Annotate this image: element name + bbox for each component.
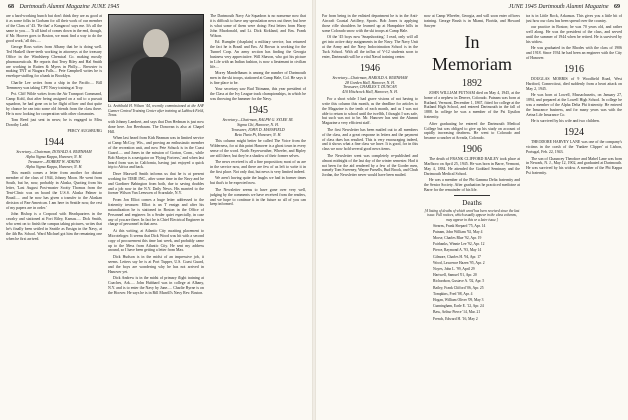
paragraph: After graduating he entered the Dartmouth Medical College but was obliged to give up his study on account of rapidly increasing deafness. He went to Colorado and became a rancher at Arvada, Colorado. (424, 121, 520, 141)
left-page (0, 0, 312, 420)
class-treasurer-address: Alpha Sigma Kappa, Hanover, N. H. (25, 165, 83, 170)
death-entry: Bass, Arthur Pierce '14, Mar. 21 (433, 310, 481, 315)
paragraph: This column might better be called The Voice from the Wilderness, for at this point Hanover is a ghost town in every sense of the word. North Fayerweather, Wheeler, and Ripley are still there, but they're a shadow of their former selves. (210, 139, 306, 158)
paragraph: Pvt. Cliff Wilde writes from the Air Transport Command, Camp Kohl, that after being assigned on a rail to a pursuit squadron, he had gone on to be flight officer and that quite by chance he ran into some old friends from the class there. He is now looking for cooperation with other classmates. (6, 92, 102, 116)
paragraph: The news received is all a fine proposition; most of us are in the service now, and there are few of us left to write it in the first place. Not only that, but news is very limited indeed. (210, 160, 306, 174)
paragraph: The Dartmouth Navy Air Squadron is no nonsense now that it is difficult to have any speculation news out there; but here is what some of them were doing: Fast letters from Harry John Macdonald, and Lt. Dick Kirkland, and Ens. Frank Wilson. (210, 14, 306, 38)
paragraph: Dave Maxwell Smith informs us that he is at present working for TIME INC., after some time in the Navy and he and Gardiner Babington from both, due to saving doubles and a job now in the N.Y. Daily News. His married to the former Wilson Van Leeuwen of Scarsdale, N.Y. (108, 171, 204, 196)
class-year-heading: 1906 (462, 144, 482, 156)
in-memoriam-title: In Memoriam (432, 31, 512, 74)
paragraph: now at Camp Wheeler, Georgia, and will soon enter officers training. George Brush is in Miami, Florida, and Howard Sawyer (424, 14, 520, 28)
paragraph: The son of Chauncey Theodore and Mabel Lane was born in Newark, N. J., May 12, 1902, and graduated at Dartmouth. He was survived by his widow. A member of the Phi Kappa Psi fraternity. (526, 156, 622, 176)
paragraph: Ed. Rumpler (chaplain) a military service, has returned the fact he is Brazil and Ens. Al Brown is working for the Tunnel Corp. An army section has finding the Georgia business very appreciative. Will Shavon, who got his picture in Life with an Indian fashion, is now a lieutenant in civilian life.... (210, 40, 306, 69)
class-secretary-address: Alpha Sigma Kappa, Hanover, N. H. (25, 155, 83, 160)
paragraph: Charlie Lee writes from a ship in the Pacific.... Bill Tremmery was taking CPT Navy training at Troy. (6, 80, 102, 90)
class-year-heading: 1945 (248, 104, 268, 116)
paragraph: George Ross writes from Albany that he is doing well. Ted Haskell three-teeth working in attorneys at the treasury Office in the Windsheep Chemical Co. making mostly pharmaceuticals. He reports that Terry Riley and Hal Smith are working in Rutten & Myers in Philly.... Brewster is making TNT at Niagara Falls.... Pete Campbell writes he is envelope-stuffing for a bank in Brooklyn. (6, 44, 102, 79)
death-entry: Hartwell, Samuel '01, Apr. 20 (433, 273, 477, 278)
paragraph: are a hard-working bunch but don't think they are as good at it as some folks in Gorham for all their work of our member of the Class of '43. 'Be that' a Kangaroo' says me. It's all the same to you..... 'It all kind of comes down in the end, though, if Mr. Hoover goes to Boston, we must find a way to do the good work,' all this..... (6, 14, 102, 43)
class-secretary: Secretary—Chairman, DONALD A. BURNHAM (16, 150, 92, 155)
class-secretary-address: 28 Gorden Hall, Hanover, N. H. (345, 80, 395, 85)
left-column-1 (6, 14, 102, 416)
class-year-heading: 1892 (462, 77, 482, 89)
death-entry: Fairbanks, Winnie Lee '92, Apr. 12 (433, 242, 485, 247)
left-column-3 (210, 14, 306, 416)
photo-caption: Lt. Archibald H. Wilson '44, recently commissioned at the AAF Gunner Central Training Center after training at Lubbock Field, Texas. (108, 104, 204, 118)
paragraph: our practice in Boston; he was 70 years old, and rather well along. He was the president of the class, and served until the summer of 1944 when he retired. He is survived by his widow. (526, 25, 622, 45)
left-page-number: 68 (8, 4, 14, 10)
paragraph: Of the '45 boys now 'Snapshooting,' I read, only will all get into active duty assignments in the Navy. The Navy Unit at the Army and the Navy Indoctrination School is in the Tuck School. With all the influx of V-12 students soon to enter, Dartmouth will be a vital Naval training center. (322, 35, 418, 59)
death-entry: Morse, Charles Blue '92, Apr. 19 (433, 236, 482, 241)
death-entry: Gilmore, Charles H. '94, Apr. 17 (433, 254, 481, 259)
paragraph: This month comes a letter from another for distant member of the class of 1944, Johnny Moon. He went from South, but he, now, probably in Alaska, Quoting from his letter, 'Last August Post-master Scotty Thomas from the Tent-Clinic was on board the U.S.S. Alaska Palmer to Brazil..... and he now has given a transfer to the Alaskan division of Pan-American. I am here in Seattle now, the rest of my papers are in order.' (6, 171, 102, 210)
paragraph: The death of FRANK CLIFFORD BAILEY took place at Marlboro on April 25, 1945. He was born in Barre, Vermont, May 4, 1884. He attended the Goddard Seminary and the Dartmouth Medical School. (424, 157, 520, 176)
paragraph: THEODORE HARVEY LANE was one of the company's victims in the crash of the 'Yankee Clipper' at Lisbon, Portugal, Feb. 22, 1943. (526, 140, 622, 155)
class-treasurer: Treasurer, CHARLES T. DUNCAN (343, 85, 397, 90)
paragraph: At this writing, at Atlantic City awaiting placement to Microteloger. It seems that Dick Wood was hit with a second copy of procurement this time last week, and probably came up to the Mess from Atlantic City. He sent my address around, so I have been getting a letter from Max. (108, 228, 204, 253)
right-running-head (509, 4, 620, 10)
paragraph: JOHN WILLIAM PUTNAM died on May 4, 1945, at the home of a nephew in Denver, Colorado. Putnam was born at Rutland, Vermont, December 1, 1867, fitted for college at the Rutland High School, and entered Dartmouth in the fall of 1888. In college he was a member of the Psi Upsilon fraternity. (424, 90, 520, 120)
paragraph: Dick Andrew is in the midst of primary flight training at Coaches, Ark..... John Hubbard was in college at Albany, N.Y. and is to enter the Navy by June..... Charlie Byrne is on the Hoover. He says he is in Bill Murrill's Navy Rev. Boston. (108, 275, 204, 295)
paragraph: Tom Reed just sent in news; he is engaged to Miss Dorothy Ladd. (6, 118, 102, 128)
left-running-head (8, 4, 119, 10)
class-secretary: Secretary—Chairman, RALPH G. SYLEE JR. (222, 117, 294, 122)
death-entry: French, Edward H. '16, May 2 (433, 316, 478, 321)
right-running-title: JUNE 1945 Dartmouth Alumni Magazine (508, 4, 609, 10)
right-column-1 (322, 14, 418, 416)
deaths-note: [A listing of deaths of which word has been received since the last issue. Full notices, which usually appear in the class columns, may appear in this or a later issue.] (424, 208, 520, 222)
class-treasurer: Treasurer—ROBERT W. ADKINS (27, 160, 81, 165)
paragraph: The first Newsletter has been mailed out to all members of the class, and a great response in letters and the payment of class dues has resulted. This is very encouraging indeed, and it shows what a fine class we have. It is good, for in this class we now hold several good news items. (322, 127, 418, 152)
paragraph: The Newsletter went was completely re-published and almost midnight of the last day of the winter semester. Had it not been for the aid rendered by a few of the Gorder men, namely Tom Sweeney, Wayne Parsells, Bud Brook, and Chub Jordan, the Newsletter never would have been mailed. (322, 153, 418, 178)
death-entry: Richardson, Gustave A. '02, Apr. 5 (433, 279, 485, 284)
portrait-uniform (131, 57, 181, 101)
death-entry: Putnam, John William '92, May 4 (433, 229, 483, 234)
class-treasurer: Treasurer, JOHN D. MANSFIELD (231, 127, 285, 132)
death-entry: Cunningham, Earle E. '12, Apr. 24 (433, 304, 484, 309)
class-year-heading: 1944 (44, 137, 64, 149)
portrait-head (143, 29, 169, 59)
class-year-heading: 1924 (564, 127, 584, 139)
paragraph: Morey Mandelbaum is among the number of Dartmouth men in the ski troops, stationed at Camp Hale, Col. He says it is fine place to be. (210, 70, 306, 85)
paragraph: Far from being in the enlisted department he is in the Anti-Aircraft Coastal Artillery, Sports. Bob Jones is applying those rifle shoulders he learned up at Hampshire hills in some Colorado snow with the ski troops at Camp Hale. (322, 14, 418, 33)
paragraph: We aren't having quite the laughs we had in former times but that's to be expected now. (210, 176, 306, 186)
paragraph: Your secretary saw Bud Tittmann, this year president of the Class at the Ivy League track championships, in which he was throwing the hammer for the Navy. (210, 87, 306, 101)
signature: PERCY AUGSBURG (67, 129, 102, 134)
paragraph: John Bishop is a Corporal with Headquarters in the cavalry and stationed at Fort Riley, Kansas..... Dick Smith, who went on to finish the campus taking pictures, writes that he's finally been settled in Seattle as Ensign in the Navy, at the 4th Bn. School. Ward Michael got him the remaining one when he first arrived. (6, 212, 102, 241)
class-year-heading: 1916 (564, 64, 584, 76)
paragraph: For a short while I had grave visions of not having to write this column this month, as the deadline for articles to the Magazine is the tenth of each month, and as I was not able to return to school until the twelfth, I thought I was safe, but such was not to be. Mr. Hanover has sent the Alumni Magazine a very efficient staff. (322, 96, 418, 126)
death-entry: Pierce, Raymond A. '93, May 14 (433, 248, 482, 253)
right-column-3 (526, 14, 622, 416)
class-secretary-address: Sigma Chi, Hanover, N. H. (237, 122, 279, 127)
death-entry: Bailey, Frank Clifford '06, Apr. 25 (433, 285, 484, 290)
left-column-2 (108, 14, 204, 416)
class-treasurer-address: 410 Hitchcock Hall, Hanover, N. H. (342, 90, 398, 95)
class-secretary: Secretary—Chairman, HAROLD A. BURNHAM (332, 75, 408, 80)
death-entry: Hogan, William Oliver '09, May 3 (433, 298, 484, 303)
paragraph: tra is in Little Rock, Arkansas. This gives you a little bit of just how our class has been spread over the country. (526, 14, 622, 23)
paragraph: with Johnny Lambert, and says that Don Hedman is just now done here. Jon Beerbaum. The Donovan is also at Chapel Hill. (108, 119, 204, 134)
paragraph: He is survived by his wife and two children. (531, 119, 600, 124)
paragraph: He was born at Lowell, Massachusetts, on January 27, 1894, and prepared at the Lowell High School. In college he was a member of the Alpha Delta Phi fraternity. He entered the Insurance business, and for many years was with the Aetna Life Insurance Co. (526, 93, 622, 117)
death-entry: Noyes, John L. '99, April 29 (433, 267, 475, 272)
divider (454, 195, 490, 196)
paragraph: He was graduated in the Rhodes with the class of 1906 and 1918. Since 1934 he had been an engineer with the City of Hanover. (526, 46, 622, 61)
paragraph: Dick Hudson is in the midst of an impressive job, it seems. Letters say he is at Port Tupper, U.S. Coast Guard, and the boys are wondering why he has not arrived in Hanover yet. (108, 254, 204, 274)
right-page-number: 69 (614, 4, 620, 10)
deaths-heading: Deaths (462, 198, 482, 207)
paragraph: From Jon Elliot comes a huge letter addressed to the fraternity treasurer. Elliot is an 'I' ensign and after his naturalization he is stationed in Boston in the Office of Personnel and engineer. In a Sealer quiet especially, in case any of you are there. In fact he is Chief Electrical Engineer in charge of personnel in that area. (108, 197, 204, 227)
class-year-heading: 1946 (360, 62, 380, 74)
right-column-2 (424, 14, 520, 416)
death-entry: Tompkins, Fred '08, Apr. 4 (433, 291, 473, 296)
class-treasurer-address: Beta Theta Pi, Hanover, N. H. (234, 132, 282, 137)
right-page (316, 0, 628, 420)
paragraph: DOUGLAS MORRIS of 9 Woodfield Road, West Hartford, Connecticut, died suddenly from a heart attack on May 2, 1945. (526, 77, 622, 91)
death-entry: Wood, Lawrence Hazen '95, Apr. 2 (433, 260, 485, 265)
portrait-photo (108, 14, 204, 102)
death-entry: Stearns, Frank Shepard '75, Apr. 14 (433, 223, 486, 228)
paragraph: When last heard from Kirk Beaman was in limited service at Camp McCoy, Wis., and proving an enthusiastic member of the recreation unit, and now Pete Schuck is in the Coast Guard..... and Jones in the mission of Gorton, Conn., while Bob Martyn is a navigator on 'Flying Fortress,' and when last heard from was in California, having just enjoyed a quick trip to Africa and back. (108, 136, 204, 170)
paragraph: He was a member of the Phi Gamma Delta fraternity and the Senior Society. After graduation he practiced medicine at Barre for the remainder of his life. (424, 178, 520, 193)
paragraph: The Newsletter seems to have gone over very well, judging by the comments we have received from the readers, and we hope to continue it in the future so all of you can keep informed. (210, 187, 306, 207)
left-running-title: Dartmouth Alumni Magazine JUNE 1945 (19, 4, 120, 10)
